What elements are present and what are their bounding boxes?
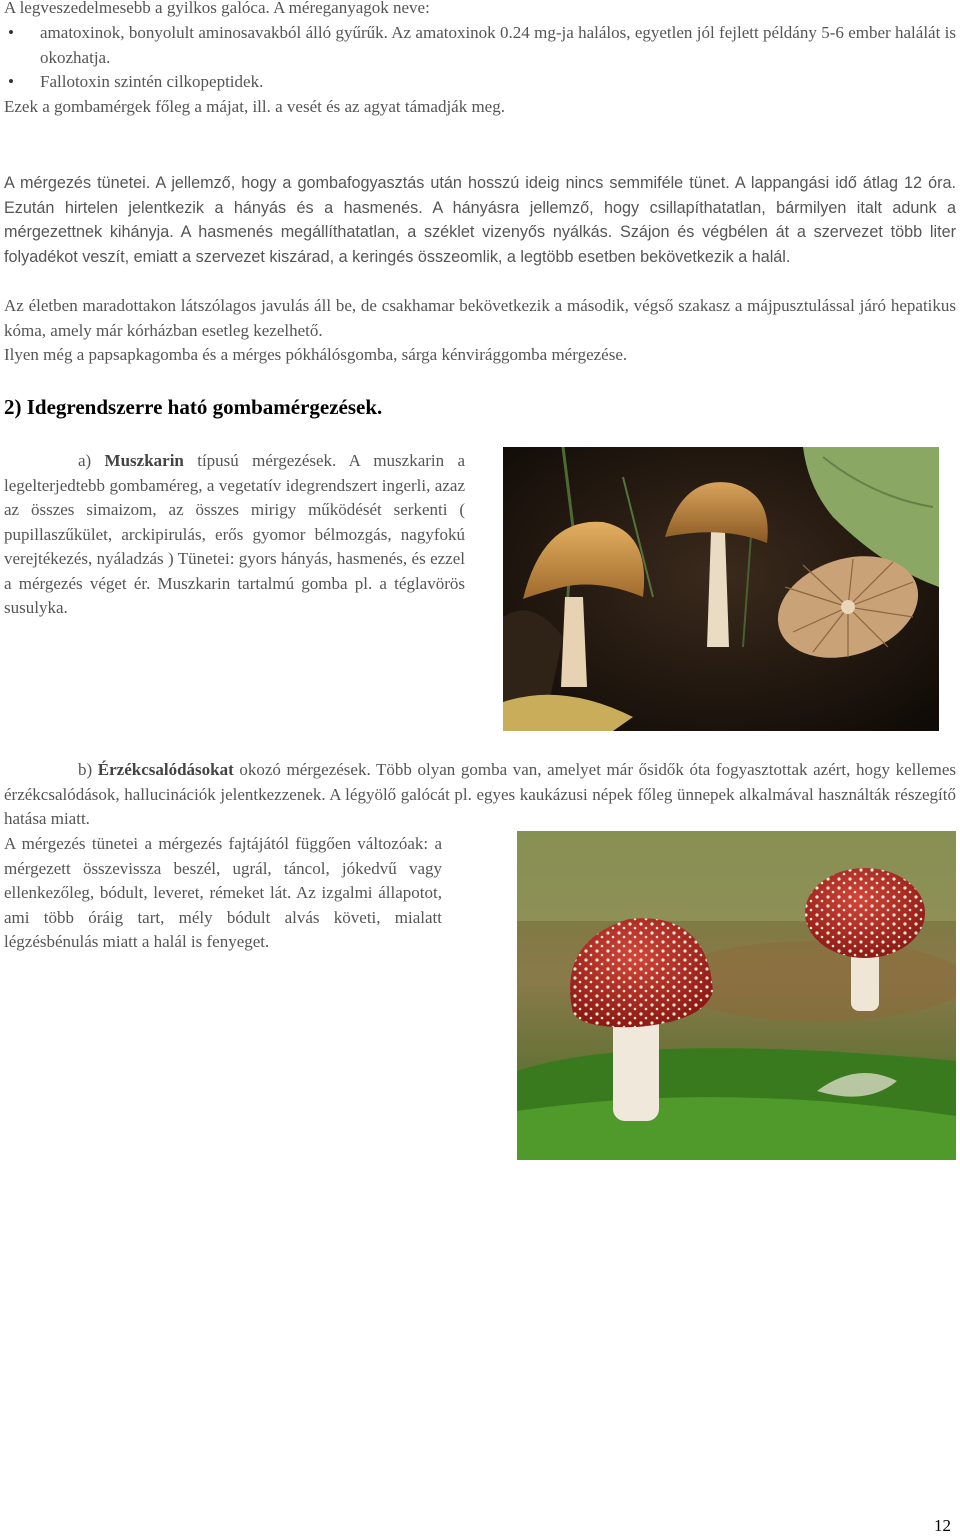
list-item: • amatoxinok, bonyolult aminosavakból álló gyűrűk. Az amatoxinok 0.24 mg-ja halálos, egyetlen jól fejlett példány 5-6 ember halálát is okozhatja.	[4, 21, 956, 70]
list-item: • Fallotoxin szintén cilkopeptidek.	[4, 70, 956, 95]
other-species-paragraph: Ilyen még a papsapkagomba és a mérges pókhálósgomba, sárga kénvirággomba mérgezése.	[4, 345, 628, 364]
hallucinogen-paragraph	[4, 758, 956, 832]
hallucinogen-symptoms: A mérgezés tünetei a mérgezés fajtájától függően változóak: a mérgezett összevissza beszél, ugrál, táncol, jókedvű vagy ellenkezőleg, bódult, leveret, rémeket lát. Az izgalmi állapotot, ami több óráig tart, mély bódult alvás követi, mialatt légzésbénulás miatt a halál is fenyeget.	[4, 834, 442, 951]
section-heading: 2) Idegrendszerre ható gombamérgezések.	[4, 395, 383, 419]
intro-line: A legveszedelmesebb a gyilkos galóca. A méreganyagok neve:	[4, 0, 430, 17]
hallucinogen-text: okozó mérgezések. Több olyan gomba van, amelyet már ősidők óta fogyasztottak azért, hogy kellemes érzékcsalódások, hallucinációk jelentkezzenek. A légyölő galócát pl. egyes kaukázusi népek főleg ünnepek alkalmával használták részegítő hatása miatt.	[4, 760, 957, 828]
muscarine-prefix: a)	[78, 451, 92, 470]
hallucinogen-prefix: b)	[78, 760, 93, 779]
page-number: 12	[934, 1516, 951, 1535]
muscarine-text: típusú mérgezések. A muszkarin a legelterjedtebb gombaméreg, a vegetatív idegrendszert ingerli, azaz az összes simaizom, az összes mirigy működését serkenti ( pupillaszűkület, arckipirulás, erős gyomor bélmozgás, nagyfokú verejtékezés, nyáladzás ) Tünetei: gyors hányás, hasmenés, és ezzel a mérgezés véget ér. Muszkarin tartalmú gomba pl. a téglavörös susulyka.	[4, 451, 466, 617]
hallucinogen-term: Érzékcsalódásokat	[97, 760, 234, 779]
intro-summary: Ezek a gombamérgek főleg a májat, ill. a vesét és az agyat támadják meg.	[4, 97, 505, 116]
fly-agaric-photo	[517, 831, 956, 1160]
muscarine-term: Muszkarin	[104, 451, 184, 470]
muscarine-paragraph	[4, 449, 465, 621]
symptoms-paragraph: A mérgezés tünetei. A jellemző, hogy a gombafogyasztás után hosszú ideig nincs semmiféle tünet. A lappangási idő átlag 12 óra. Ezután hirtelen jelentkezik a hányás és a hasmenés. A hányásra jellemző, hogy csillapíthatatlan, bármilyen italt adunk a mérgezettnek kihányja. A hasmenés megállíthatatlan, a széklet vizenyős nyálkás. Szájon és végbélen át a szervezet több liter folyadékot veszít, emiatt a szervezet kiszárad, a keringés összeomlik, a legtöbb esetben bekövetkezik a halál.	[4, 174, 956, 266]
toxin-list	[4, 21, 956, 95]
recovery-paragraph: Az életben maradottakon látszólagos javulás áll be, de csakhamar bekövetkezik a második, végső szakasz a májpusztulással járó hepatikus kóma, amely már kórházban esetleg kezelhető.	[4, 296, 956, 340]
inocybe-mushroom-photo	[503, 447, 939, 731]
